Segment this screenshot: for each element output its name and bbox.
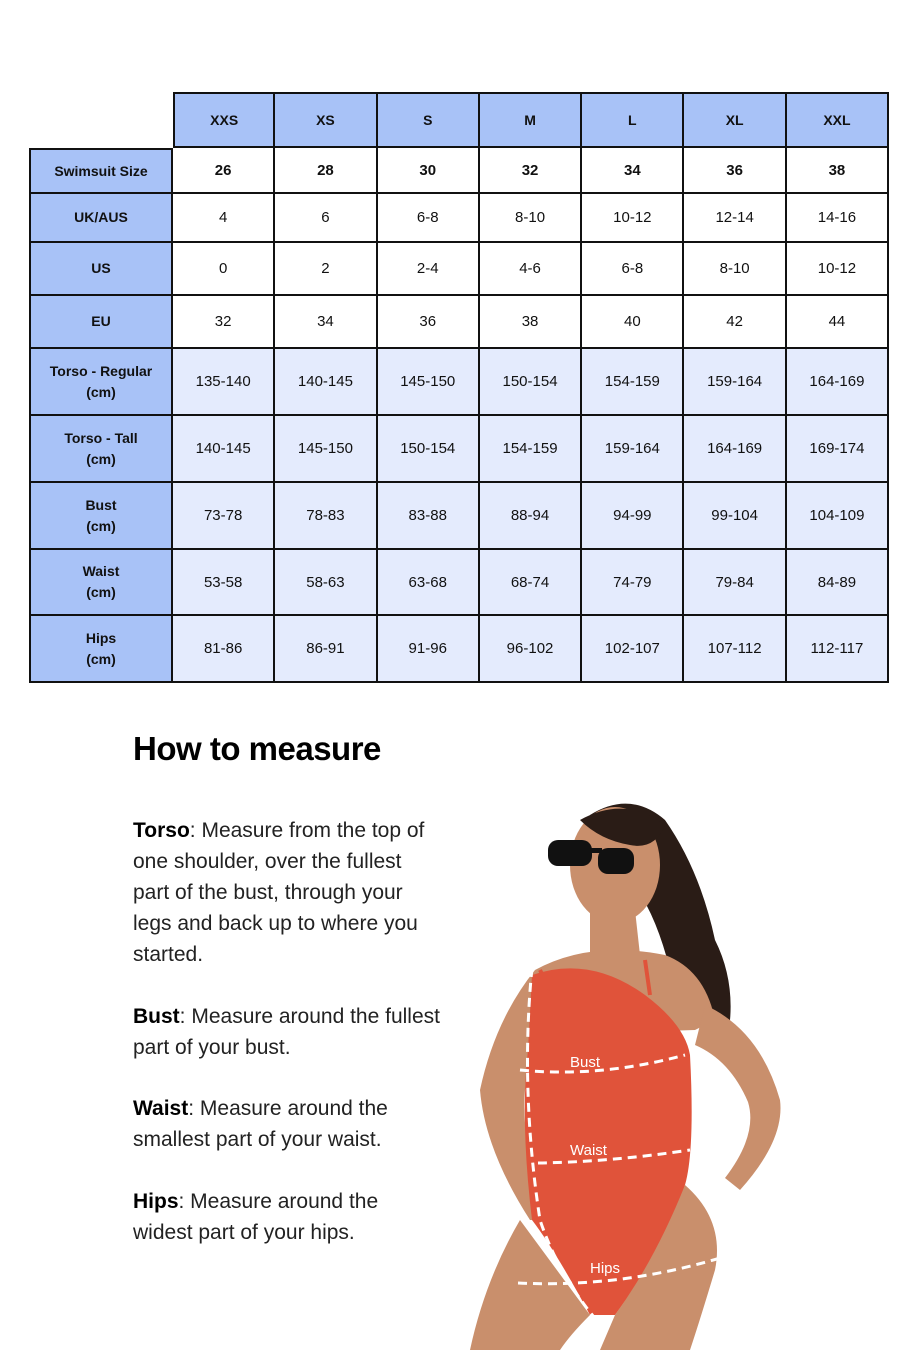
table-cell: 164-169	[787, 349, 889, 416]
table-cell: 42	[684, 296, 786, 349]
table-cell: 78-83	[275, 483, 377, 550]
hips-term: Hips	[133, 1190, 179, 1213]
row-label: UK/AUS	[29, 194, 173, 243]
waist-label: Waist	[570, 1142, 607, 1159]
table-cell: 94-99	[582, 483, 684, 550]
how-to-measure-title: How to measure	[133, 730, 381, 767]
table-cell: 63-68	[378, 550, 480, 616]
waist-term: Waist	[133, 1097, 189, 1120]
table-cell: 26	[173, 148, 275, 194]
model-figure	[470, 804, 781, 1350]
row-label: Torso - Tall (cm)	[29, 416, 173, 483]
size-header-xl: XL	[684, 92, 786, 148]
table-cell: 0	[173, 243, 275, 296]
table-cell: 79-84	[684, 550, 786, 616]
table-cell: 30	[378, 148, 480, 194]
size-header-xxs: XXS	[173, 92, 275, 148]
table-cell: 159-164	[582, 416, 684, 483]
table-cell: 32	[480, 148, 582, 194]
table-cell: 84-89	[787, 550, 889, 616]
size-header-l: L	[582, 92, 684, 148]
table-cell: 28	[275, 148, 377, 194]
table-cell: 88-94	[480, 483, 582, 550]
hips-label: Hips	[590, 1260, 621, 1277]
table-cell: 36	[684, 148, 786, 194]
size-chart-table	[29, 92, 889, 683]
table-cell: 107-112	[684, 616, 786, 683]
table-cell: 8-10	[684, 243, 786, 296]
table-cell: 74-79	[582, 550, 684, 616]
size-header-xxl: XXL	[787, 92, 889, 148]
bust-label: Bust	[570, 1054, 601, 1071]
torso-text: : Measure from the top of one shoulder, over the fullest part of the bust, through your legs and back up to where you started.	[133, 819, 425, 966]
table-cell: 40	[582, 296, 684, 349]
row-label: Hips (cm)	[29, 616, 173, 683]
table-cell: 96-102	[480, 616, 582, 683]
size-header-xs: XS	[275, 92, 377, 148]
table-cell: 12-14	[684, 194, 786, 243]
table-cell: 140-145	[173, 416, 275, 483]
size-header-s: S	[378, 92, 480, 148]
table-cell: 44	[787, 296, 889, 349]
table-cell: 91-96	[378, 616, 480, 683]
table-cell: 135-140	[173, 349, 275, 416]
table-corner	[29, 92, 173, 148]
table-cell: 36	[378, 296, 480, 349]
row-label: Torso - Regular (cm)	[29, 349, 173, 416]
table-cell: 8-10	[480, 194, 582, 243]
table-cell: 6-8	[582, 243, 684, 296]
model-measurement-illustration	[440, 790, 840, 1350]
table-cell: 6-8	[378, 194, 480, 243]
table-cell: 34	[275, 296, 377, 349]
bust-text: : Measure around the fullest part of your bust.	[133, 1005, 440, 1059]
table-cell: 140-145	[275, 349, 377, 416]
table-cell: 58-63	[275, 550, 377, 616]
torso-description	[133, 815, 443, 970]
table-cell: 10-12	[582, 194, 684, 243]
table-cell: 150-154	[480, 349, 582, 416]
table-cell: 2-4	[378, 243, 480, 296]
row-label: EU	[29, 296, 173, 349]
waist-description	[133, 1093, 443, 1155]
table-cell: 154-159	[582, 349, 684, 416]
table-cell: 145-150	[275, 416, 377, 483]
row-label: Swimsuit Size	[29, 148, 173, 194]
table-cell: 169-174	[787, 416, 889, 483]
row-label: Waist (cm)	[29, 550, 173, 616]
table-cell: 145-150	[378, 349, 480, 416]
table-cell: 38	[787, 148, 889, 194]
table-cell: 86-91	[275, 616, 377, 683]
table-cell: 104-109	[787, 483, 889, 550]
table-cell: 53-58	[173, 550, 275, 616]
table-cell: 6	[275, 194, 377, 243]
size-header-m: M	[480, 92, 582, 148]
table-cell: 150-154	[378, 416, 480, 483]
bust-description	[133, 1001, 443, 1063]
table-cell: 14-16	[787, 194, 889, 243]
table-cell: 102-107	[582, 616, 684, 683]
waist-text: : Measure around the smallest part of your waist.	[133, 1097, 388, 1151]
table-cell: 73-78	[173, 483, 275, 550]
table-cell: 34	[582, 148, 684, 194]
table-cell: 81-86	[173, 616, 275, 683]
hips-description	[133, 1186, 443, 1248]
table-cell: 4-6	[480, 243, 582, 296]
table-cell: 159-164	[684, 349, 786, 416]
table-cell: 10-12	[787, 243, 889, 296]
table-cell: 83-88	[378, 483, 480, 550]
table-cell: 4	[173, 194, 275, 243]
table-cell: 99-104	[684, 483, 786, 550]
row-label: Bust (cm)	[29, 483, 173, 550]
table-cell: 32	[173, 296, 275, 349]
row-label: US	[29, 243, 173, 296]
table-cell: 154-159	[480, 416, 582, 483]
table-cell: 112-117	[787, 616, 889, 683]
table-cell: 164-169	[684, 416, 786, 483]
hips-text: : Measure around the widest part of your hips.	[133, 1190, 379, 1244]
torso-term: Torso	[133, 819, 190, 842]
table-cell: 38	[480, 296, 582, 349]
bust-term: Bust	[133, 1005, 180, 1028]
table-cell: 2	[275, 243, 377, 296]
table-cell: 68-74	[480, 550, 582, 616]
